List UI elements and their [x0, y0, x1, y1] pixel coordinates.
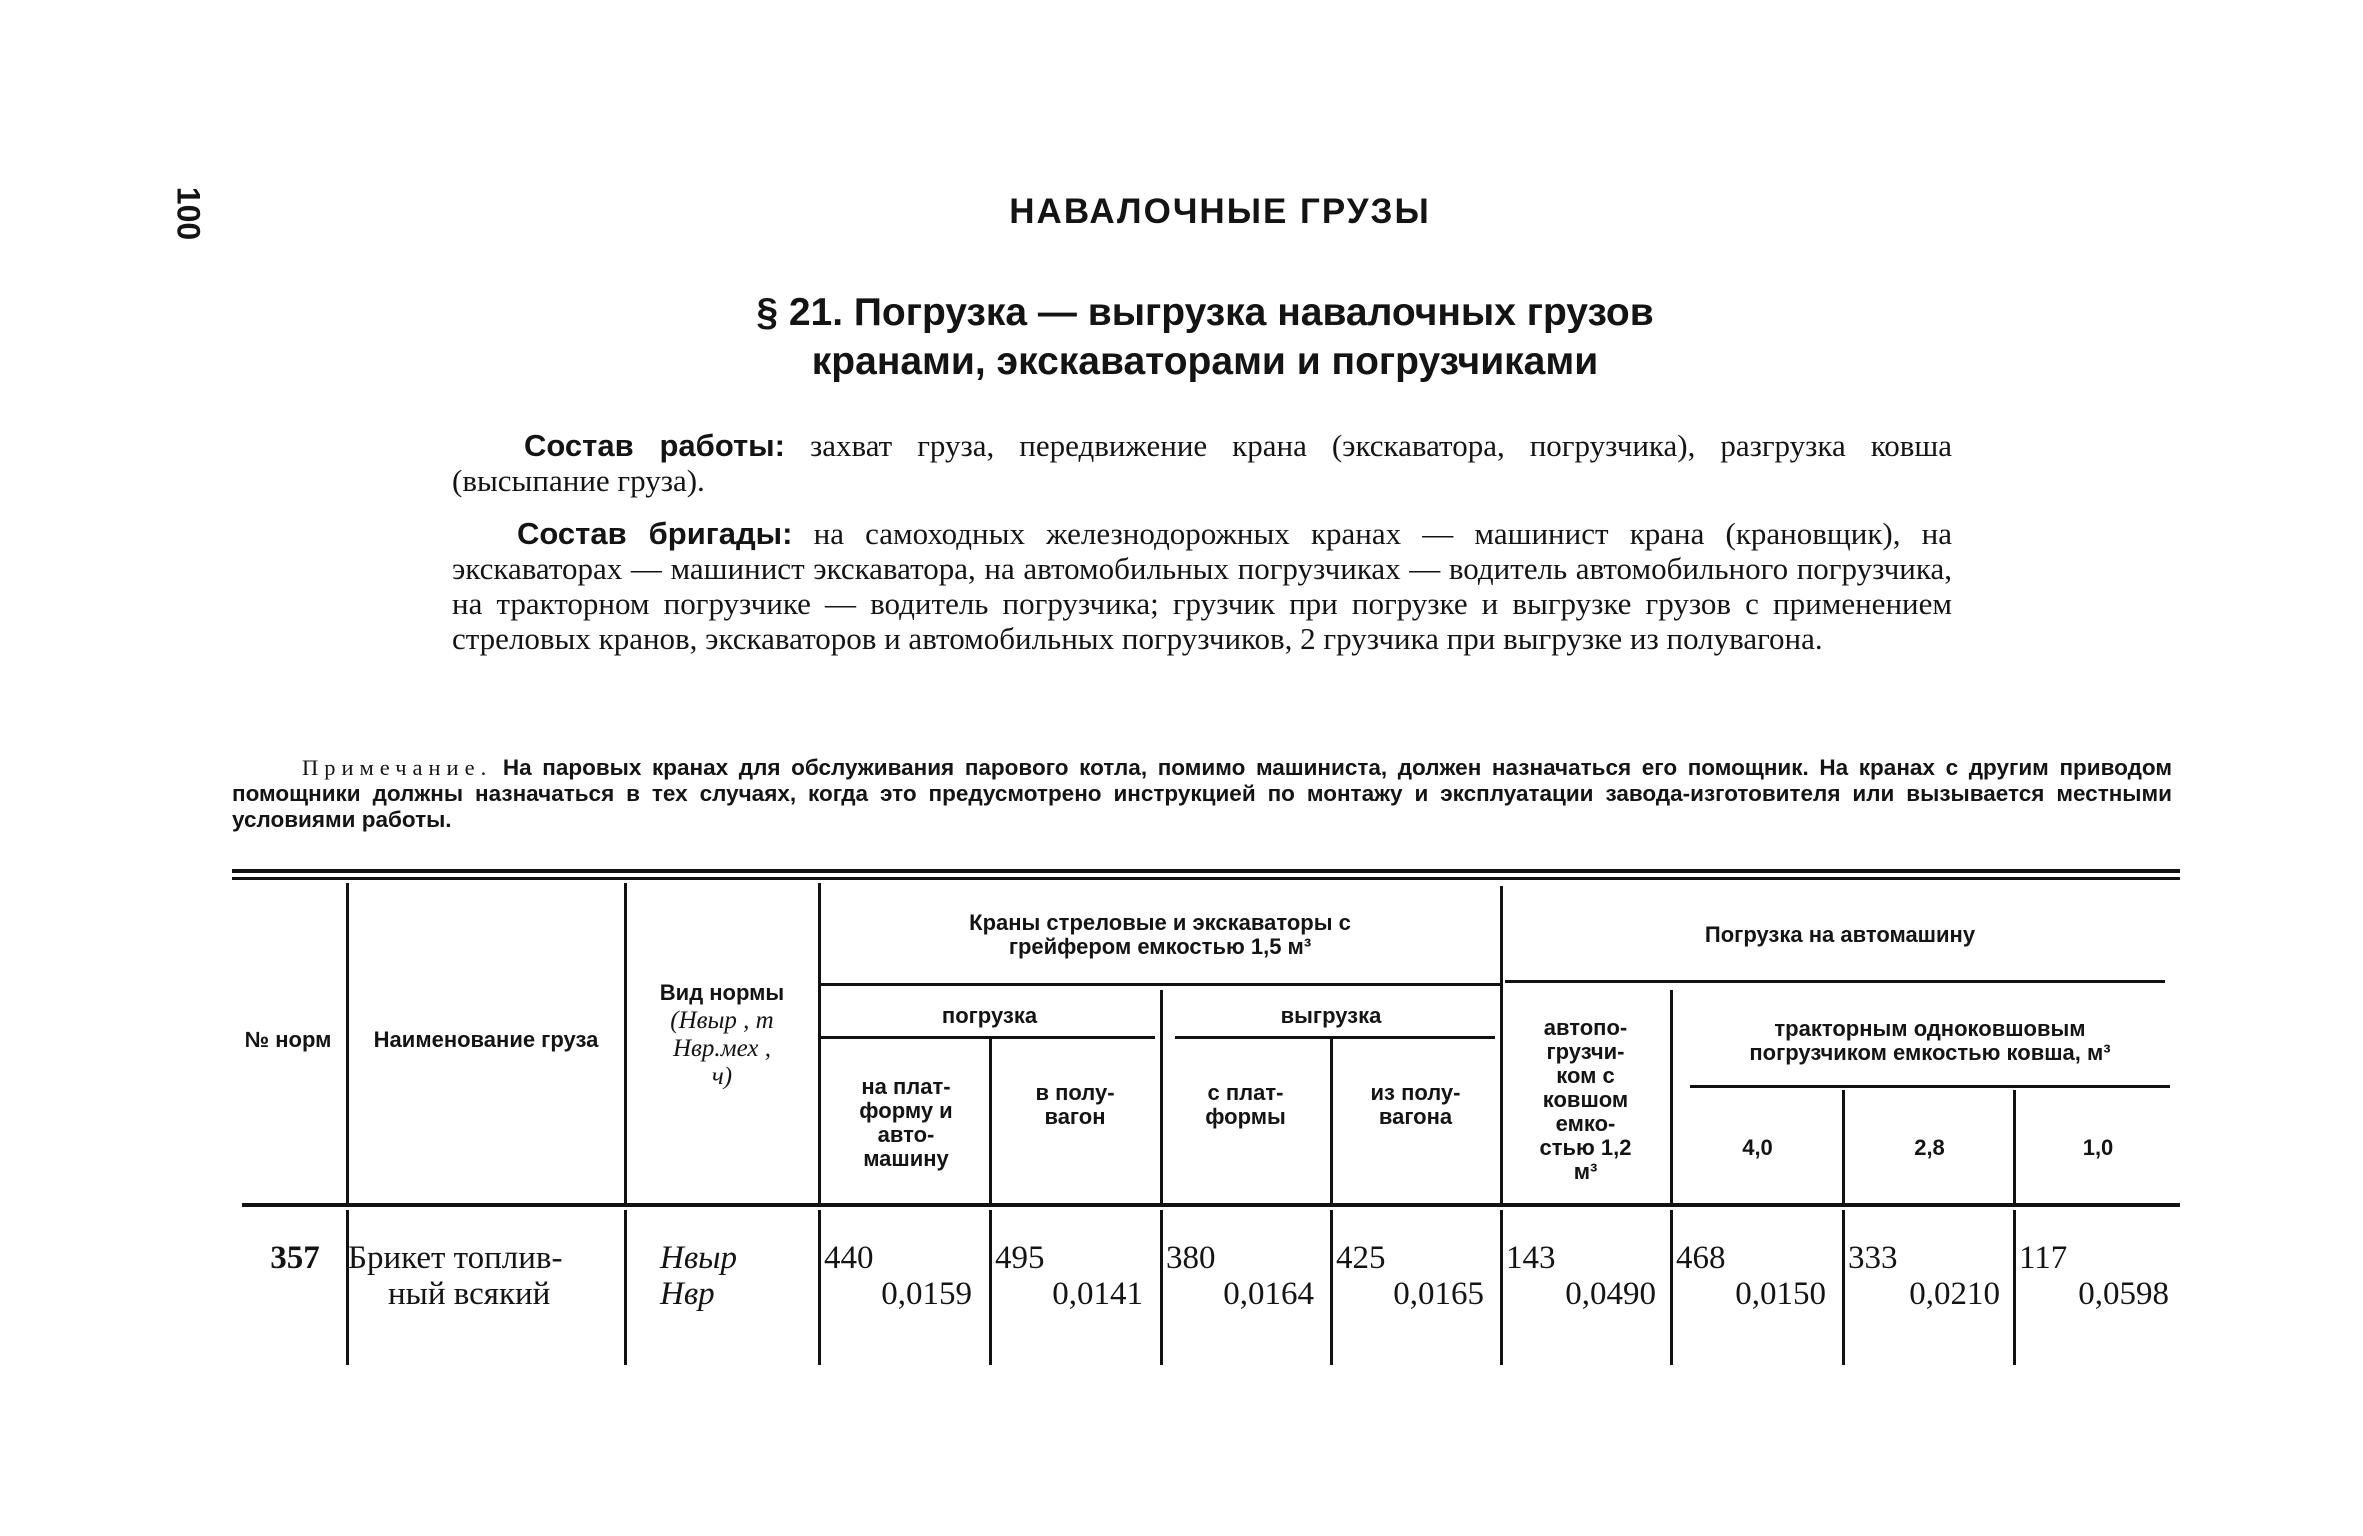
- body-rule-10: [2013, 1210, 2016, 1365]
- header-norm-type: [628, 955, 816, 1115]
- col-rule-1: [346, 883, 349, 1203]
- cranes-group-rule: [820, 983, 1500, 986]
- header-auto-loader: автопо- грузчи- ком с ковшом емко- стью 1,2 м³: [1539, 1015, 1632, 1184]
- col-rule-8: [1670, 990, 1673, 1203]
- paragraph-title-line-2: кранами, экскаваторами и погрузчиками: [811, 340, 1599, 383]
- paragraph-title-line-1: § 21. Погрузка — выгрузка навалочных грузов: [756, 291, 1654, 334]
- crew-composition-label: Состав бригады:: [517, 516, 793, 551]
- header-norm-no: № норм: [244, 1027, 332, 1052]
- row-cargo-name-line-2: ный всякий: [388, 1276, 551, 1312]
- col-rule-2: [624, 883, 627, 1203]
- value-bottom-onto-platform: 0,0159: [881, 1276, 972, 1312]
- value-top-from-platform: 380: [1166, 1240, 1216, 1276]
- header-norm-type-line-3: Нвр.мех ,: [673, 1035, 771, 1062]
- header-bottom-rule: [242, 1203, 2180, 1207]
- value-bottom-from-platform: 0,0164: [1223, 1276, 1314, 1312]
- value-top-capacity-1: 117: [2019, 1240, 2068, 1276]
- value-bottom-capacity-2-8: 0,0210: [1909, 1276, 2000, 1312]
- header-tractor-loader: тракторным одноковшовым погрузчиком емкостью ковша, м³: [1749, 1015, 2111, 1065]
- header-onto-platform: на плат- форму и авто- машину: [859, 1073, 953, 1171]
- header-capacity-2-8: 2,8: [1914, 1134, 1945, 1160]
- body-rule-2: [624, 1210, 627, 1365]
- table-top-rule-2: [232, 877, 2180, 880]
- note-text: На паровых кранах для обслуживания парового котла, помимо машиниста, должен назначаться его помощник. На кранах с другим приводом помощники должны назначаться в тех случаях, когда это предусмотрено инструкцией по монтажу и эксплуатации завода-изготовителя или вызывается местными условиями работы.: [232, 755, 2172, 832]
- header-norm-type-line-2: (Нвыр , т: [670, 1007, 774, 1034]
- header-truck-group: Погрузка на автомашину: [1704, 922, 1976, 947]
- body-rule-4: [989, 1210, 992, 1365]
- col-rule-7: [1500, 886, 1503, 1203]
- header-from-platform: с плат- формы: [1205, 1080, 1286, 1129]
- note-label: Примечание.: [302, 755, 493, 780]
- header-from-gondola: из полу- вагона: [1370, 1080, 1461, 1129]
- col-rule-10: [2013, 1090, 2016, 1203]
- header-cargo-name: Наименование груза: [373, 1027, 599, 1052]
- body-rule-8: [1670, 1210, 1673, 1365]
- value-bottom-into-gondola: 0,0141: [1052, 1276, 1143, 1312]
- paragraph-title: [640, 288, 1770, 386]
- note-paragraph: [232, 755, 2172, 833]
- row-cargo-name: [348, 1240, 623, 1312]
- crew-composition-paragraph: [452, 516, 1952, 656]
- value-bottom-from-gondola: 0,0165: [1393, 1276, 1484, 1312]
- truck-group-rule: [1505, 980, 2165, 983]
- col-rule-9: [1842, 1090, 1845, 1203]
- value-top-from-gondola: 425: [1336, 1240, 1386, 1276]
- header-norm-type-line-4: ч): [711, 1063, 733, 1090]
- header-capacity-4: 4,0: [1742, 1134, 1773, 1160]
- header-loading: погрузка: [941, 1003, 1038, 1028]
- col-rule-4: [989, 1038, 992, 1203]
- value-top-auto-loader: 143: [1506, 1240, 1556, 1276]
- tractor-group-rule: [1690, 1085, 2170, 1088]
- row-norm-type-line-2: Нвр: [660, 1276, 715, 1312]
- row-cargo-name-line-1: Брикет топлив-: [348, 1240, 563, 1276]
- header-norm-type-line-1: Вид нормы: [659, 980, 785, 1005]
- header-into-gondola: в полу- вагон: [1035, 1080, 1115, 1129]
- header-cranes-group: Краны стреловые и экскаваторы с грейфером емкостью 1,5 м³: [969, 910, 1351, 959]
- value-top-onto-platform: 440: [824, 1240, 874, 1276]
- body-rule-9: [1842, 1210, 1845, 1365]
- header-capacity-1: 1,0: [2082, 1134, 2114, 1160]
- table-top-rule: [232, 869, 2180, 873]
- section-heading: НАВАЛОЧНЫЕ ГРУЗЫ: [1009, 192, 1431, 231]
- body-rule-6: [1330, 1210, 1333, 1365]
- value-top-capacity-2-8: 333: [1848, 1240, 1898, 1276]
- body-rule-7: [1500, 1210, 1503, 1365]
- value-top-into-gondola: 495: [995, 1240, 1045, 1276]
- body-rule-3: [818, 1210, 821, 1365]
- header-unloading: выгрузка: [1280, 1003, 1382, 1028]
- value-bottom-auto-loader: 0,0490: [1565, 1276, 1656, 1312]
- unloading-rule: [1175, 1036, 1495, 1039]
- col-rule-3: [818, 883, 821, 1203]
- col-rule-6: [1330, 1038, 1333, 1203]
- page-number: 100: [170, 186, 207, 241]
- work-composition-paragraph: [452, 428, 1952, 498]
- row-norm-no: 357: [270, 1240, 320, 1276]
- work-composition-label: Состав работы:: [524, 428, 785, 463]
- work-composition-text: захват груза, передвижение крана (экскаватора, погрузчика), разгрузка ковша (высыпание груза).: [452, 428, 1952, 498]
- value-top-capacity-4: 468: [1676, 1240, 1726, 1276]
- body-rule-5: [1160, 1210, 1163, 1365]
- value-bottom-capacity-4: 0,0150: [1735, 1276, 1826, 1312]
- row-norm-type: [660, 1240, 810, 1312]
- col-rule-5: [1160, 990, 1163, 1203]
- crew-composition-text: на самоходных железнодорожных кранах — машинист крана (крановщик), на экскаваторах — машинист экскаватора, на автомобильных погрузчиках — водитель автомобильного погрузчика, на тракторном погрузчике — водитель погрузчика; грузчик при погрузке и выгрузке грузов с применением стреловых кранов, экскаваторов и автомобильных погрузчиков, 2 грузчика при выгрузке из полувагона.: [452, 516, 1953, 656]
- row-norm-type-line-1: Нвыр: [660, 1240, 738, 1276]
- value-bottom-capacity-1: 0,0598: [2078, 1276, 2169, 1312]
- loading-rule: [820, 1036, 1155, 1039]
